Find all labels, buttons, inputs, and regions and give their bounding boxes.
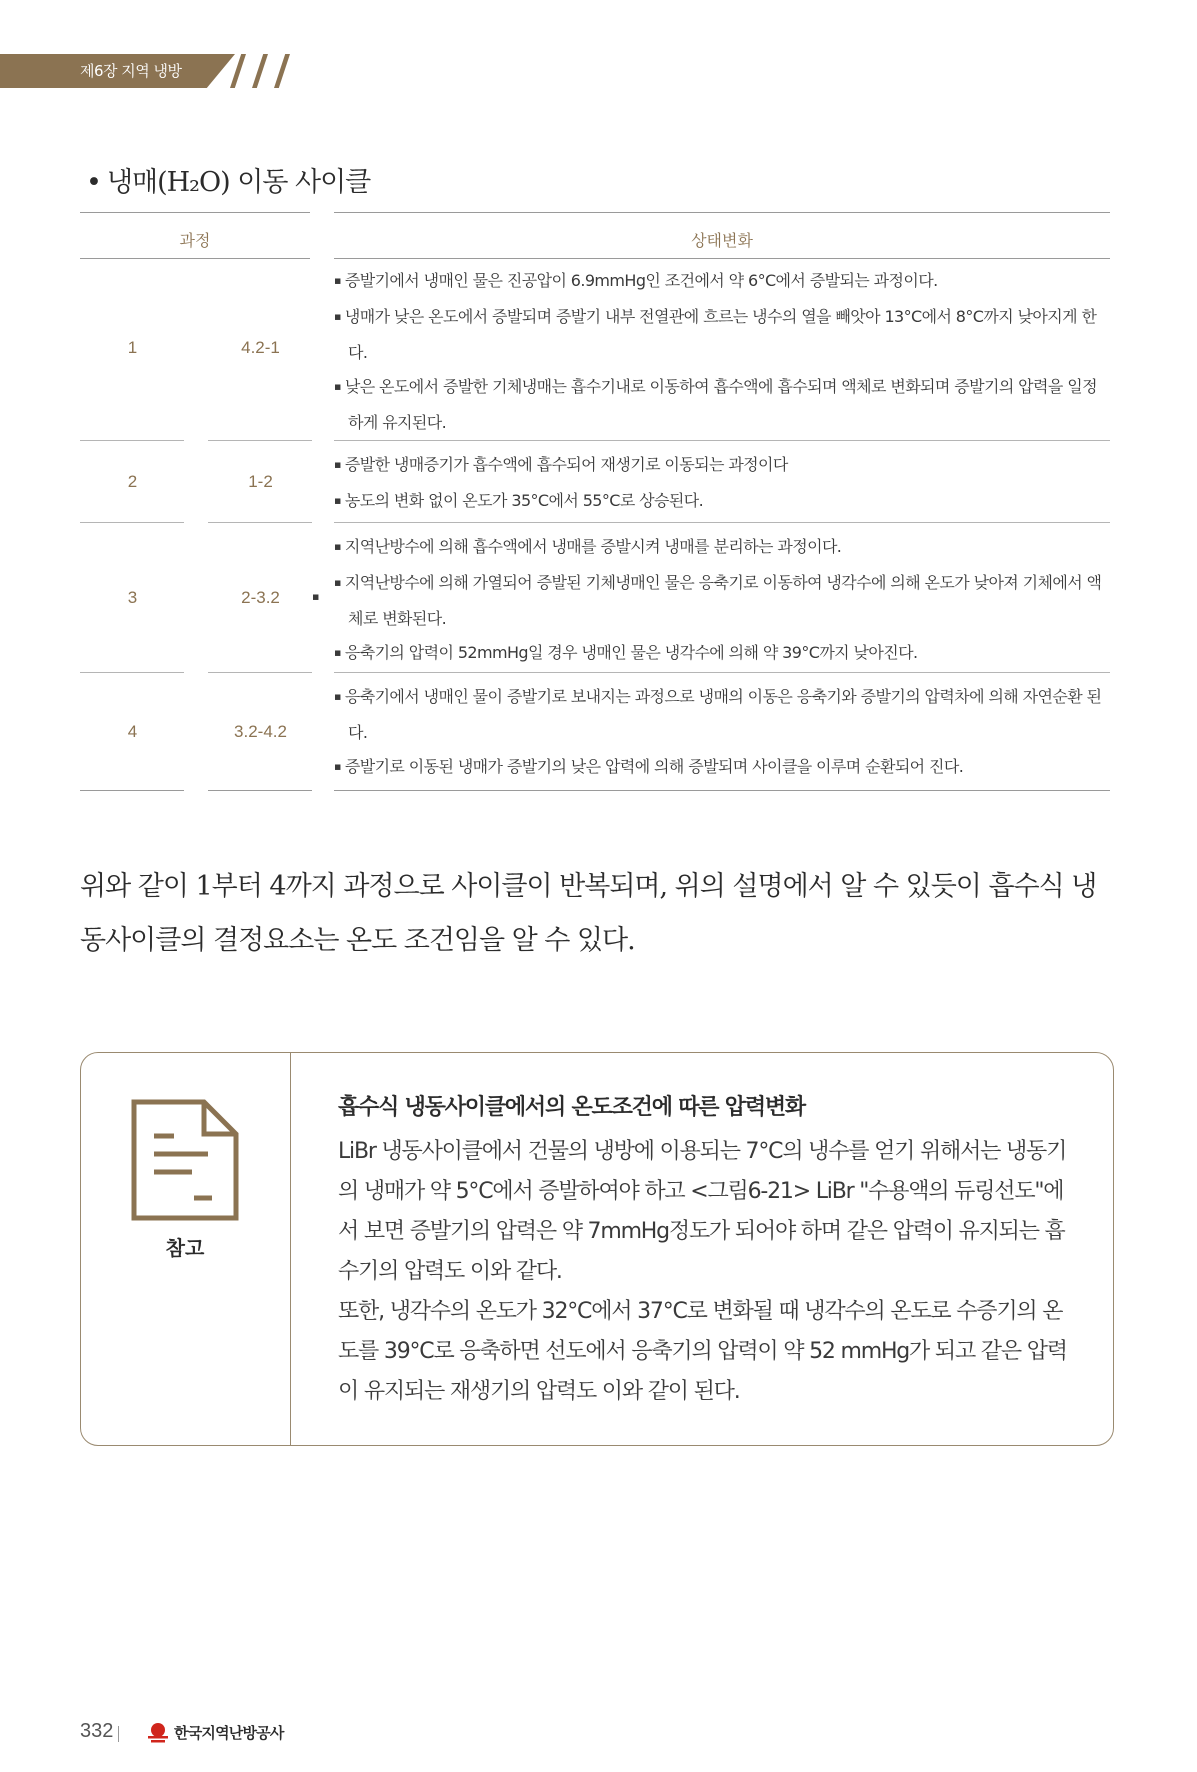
publisher-logo-icon: [146, 1722, 170, 1744]
reference-paragraph: 또한, 냉각수의 온도가 32°C에서 37°C로 변화될 때 냉각수의 온도로 수증기의 온도를 39°C로 응축하면 선도에서 응축기의 압력이 약 52 mmHg가 되고 같은 압력이 유지되는 재생기의 압력도 이와 같이 된다.: [338, 1299, 1067, 1404]
row-divider: [334, 522, 1110, 523]
list-item: ▪ 지역난방수에 의해 흡수액에서 냉매를 증발시켜 냉매를 분리하는 과정이다.: [334, 530, 1110, 566]
section-title: [86, 160, 370, 199]
table-header-rule: [334, 258, 1110, 259]
table-bottom-rule: [208, 790, 312, 791]
table-cell-state: [334, 680, 1110, 786]
row-divider: [80, 440, 184, 441]
table-bottom-rule: [80, 790, 184, 791]
table-cell-stage: 1-2: [248, 472, 273, 491]
table-top-rule: [334, 212, 1110, 213]
list-item: ▪ 응축기에서 냉매인 물이 증발기로 보내지는 과정으로 냉매의 이동은 응축기와 증발기의 압력차에 의해 자연순환 된다.: [334, 680, 1110, 750]
table-cell-stage: 4.2-1: [241, 338, 280, 357]
decorative-stripe: [274, 54, 290, 88]
bullet: •: [86, 167, 101, 198]
list-item: ▪ 지역난방수에 의해 가열되어 증발된 기체냉매인 물은 응축기로 이동하여 냉각수에 의해 온도가 낮아져 기체에서 액체로 변화된다.: [334, 566, 1110, 636]
reference-body: [338, 1132, 1078, 1412]
list-item: ▪ 증발한 냉매증기가 흡수액에 흡수되어 재생기로 이동되는 과정이다: [334, 448, 1110, 484]
row-divider: [334, 672, 1110, 673]
table-cell-num: 2: [127, 472, 138, 491]
decorative-stripe: [252, 54, 268, 88]
body-paragraph: 위와 같이 1부터 4까지 과정으로 사이클이 반복되며, 위의 설명에서 알 수 있듯이 흡수식 냉동사이클의 결정요소는 온도 조건임을 알 수 있다.: [80, 871, 1097, 956]
list-item: ▪ 낮은 온도에서 증발한 기체냉매는 흡수기내로 이동하여 흡수액에 흡수되며 액체로 변화되며 증발기의 압력을 일정하게 유지된다.: [334, 370, 1110, 440]
page-number: 332: [80, 1720, 114, 1742]
table-header-state: 상태변화: [691, 231, 753, 250]
footer-separator: [118, 1726, 119, 1742]
reference-label: 참고: [165, 1236, 205, 1260]
table-cell-stage: 3.2-4.2: [234, 722, 287, 741]
table-header-rule: [80, 258, 310, 259]
document-icon: [130, 1098, 240, 1222]
table-cell-stage: 2-3.2: [241, 588, 280, 607]
table-cell-num: 4: [127, 722, 138, 741]
row-divider: [208, 672, 312, 673]
list-item: ▪ 증발기에서 냉매인 물은 진공압이 6.9mmHg인 조건에서 약 6°C에서 증발되는 과정이다.: [334, 264, 1110, 300]
list-item: ▪ 응축기의 압력이 52mmHg일 경우 냉매인 물은 냉각수에 의해 약 39°C까지 낮아진다.: [334, 636, 1110, 672]
table-cell-num: 1: [127, 338, 138, 357]
table-cell-state: [334, 264, 1110, 440]
section-title-text: 냉매(H₂O) 이동 사이클: [106, 167, 371, 198]
chapter-title: 제6장 지역 냉방: [80, 62, 182, 80]
row-divider: [334, 440, 1110, 441]
row-divider: [80, 522, 184, 523]
publisher-name: 한국지역난방공사: [174, 1724, 284, 1742]
table-cell-state: [334, 448, 1110, 520]
list-item: ▪ 농도의 변화 없이 온도가 35°C에서 55°C로 상승된다.: [334, 484, 1110, 520]
table-bottom-rule: [334, 790, 1110, 791]
table-cell-state: [334, 530, 1110, 672]
table-header-process: 과정: [179, 231, 211, 250]
bullet-mark: ▪: [312, 590, 320, 603]
row-divider: [208, 440, 312, 441]
list-item: ▪ 증발기로 이동된 냉매가 증발기의 낮은 압력에 의해 증발되며 사이클을 이루며 순환되어 진다.: [334, 750, 1110, 786]
reference-title: 흡수식 냉동사이클에서의 온도조건에 따른 압력변화: [338, 1095, 805, 1120]
list-item: ▪ 냉매가 낮은 온도에서 증발되며 증발기 내부 전열관에 흐르는 냉수의 열을 빼앗아 13°C에서 8°C까지 낮아지게 한다.: [334, 300, 1110, 370]
reference-divider: [290, 1052, 291, 1446]
reference-paragraph: LiBr 냉동사이클에서 건물의 냉방에 이용되는 7°C의 냉수를 얻기 위해서는 냉동기의 냉매가 약 5°C에서 증발하여야 하고 <그림6-21> LiBr "수용액의 듀링선도"에서 보면 증발기의 압력은 약 7mmHg정도가 되어야 하며 같은 압력이 유지되는 흡수기의 압력도 이와 같다.: [338, 1139, 1067, 1284]
row-divider: [80, 672, 184, 673]
table-cell-num: 3: [127, 588, 138, 607]
row-divider: [208, 522, 312, 523]
decorative-stripe: [230, 54, 246, 88]
table-top-rule: [80, 212, 310, 213]
